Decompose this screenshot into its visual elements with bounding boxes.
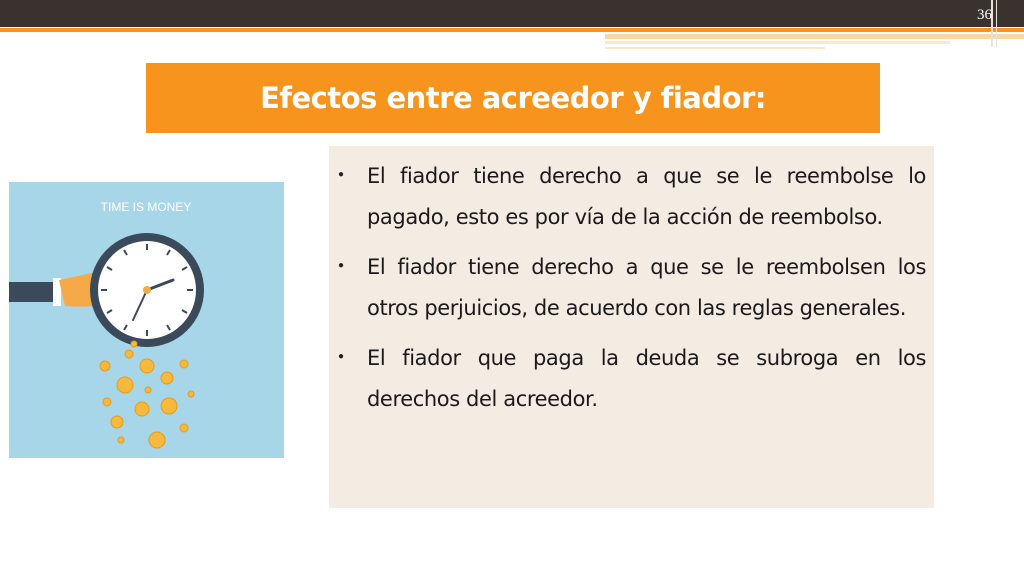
slide-number: 36 [977,7,992,23]
illustration-caption: TIME IS MONEY [100,200,192,214]
list-item [329,338,926,420]
bullet-list [329,146,934,420]
time-is-money-illustration [9,182,284,458]
slide-title: Efectos entre acreedor y fiador: [260,81,766,115]
top-bar [0,0,1024,27]
decorative-divider [996,0,997,47]
decorative-stripe [605,41,950,44]
bullet-text: El fiador tiene derecho a que se le reembolse lo pagado, esto es por vía de la acción de reembolso. [367,164,926,229]
content-box [329,146,934,508]
bullet-icon: ● [338,260,345,271]
bullet-icon: ● [338,169,345,180]
list-item [329,247,926,329]
clock-and-coins-icon [9,182,284,458]
decorative-stripe [605,34,1024,39]
accent-line [0,28,1024,32]
bullet-text: El fiador que paga la deuda se subroga en los derechos del acreedor. [367,346,926,411]
bullet-icon: ● [338,351,345,362]
list-item [329,156,926,238]
title-banner [146,63,880,133]
bullet-text: El fiador tiene derecho a que se le reembolsen los otros perjuicios, de acuerdo con las reglas generales. [367,255,926,320]
decorative-stripe [605,47,825,49]
